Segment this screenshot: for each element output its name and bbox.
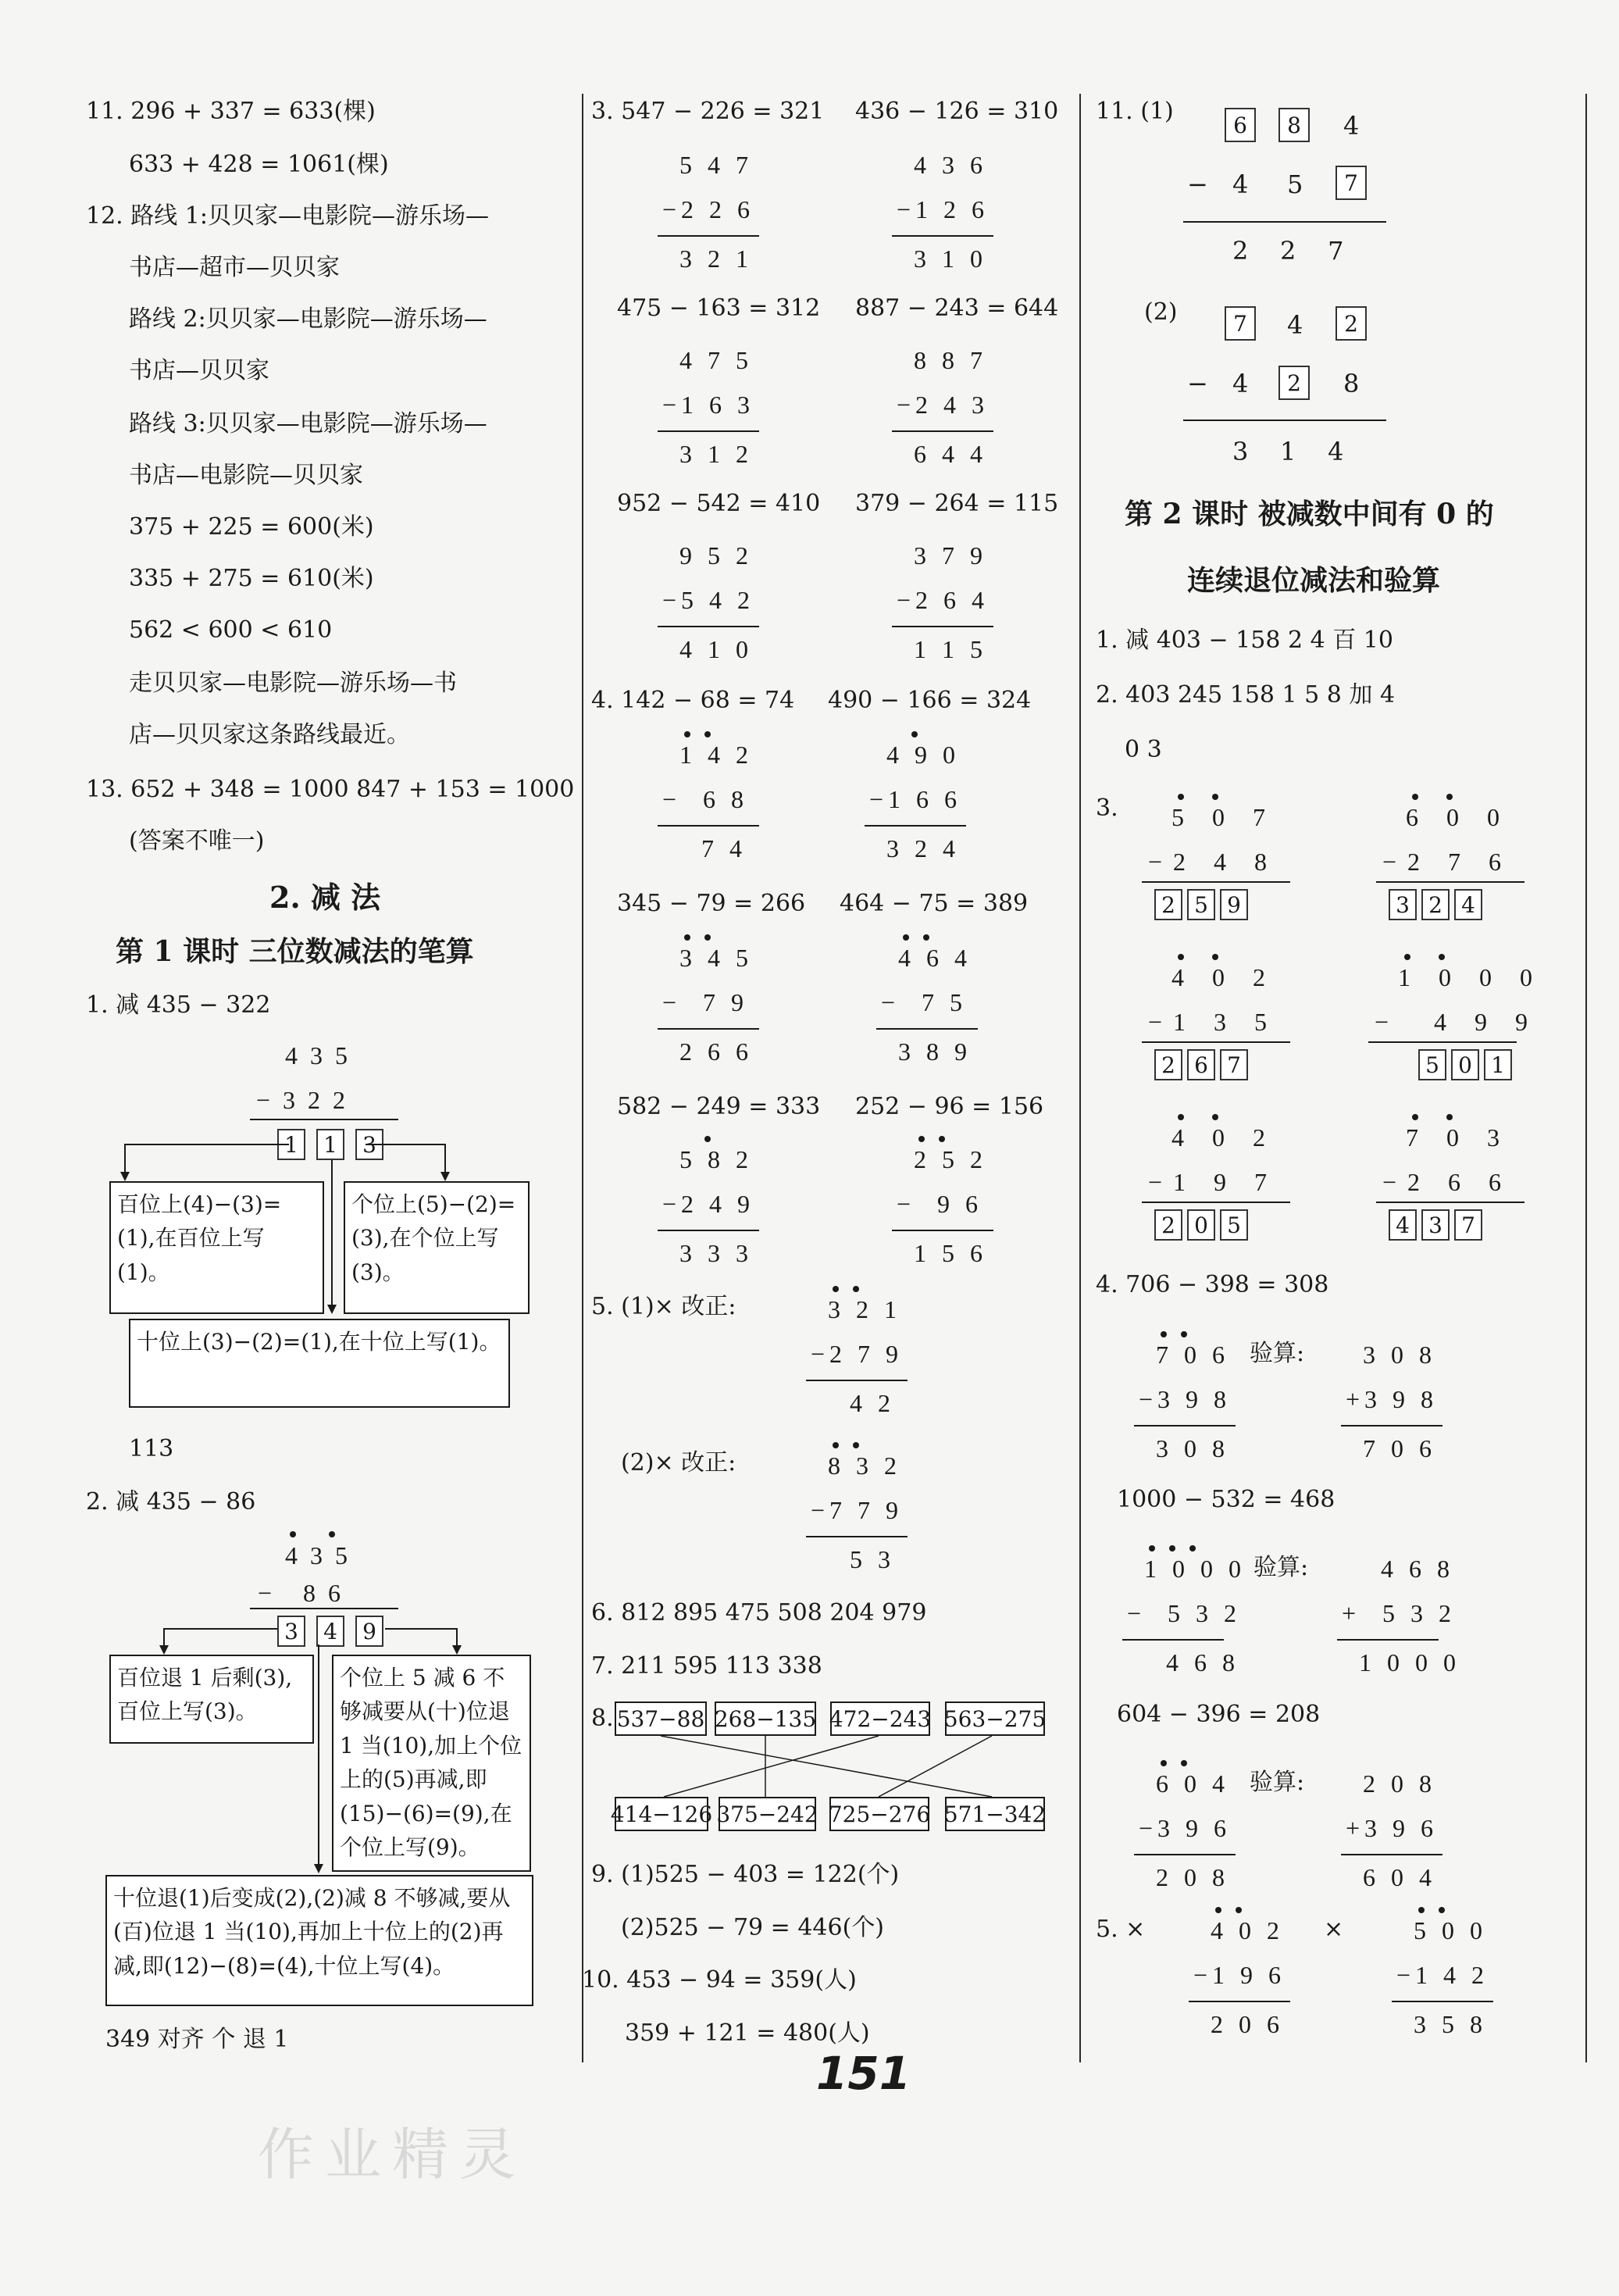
q11-line2: 633 + 428 = 1061(棵) — [129, 151, 389, 178]
match-bottom-4: 571−342 — [945, 1797, 1045, 1831]
vcalc-top: 5 8 2 — [679, 1145, 753, 1173]
q11b-top-1: 7 — [1225, 306, 1256, 341]
vcalc-top: 1 0 0 0 — [1144, 1555, 1246, 1583]
vcalc-sub: −2 6 4 — [897, 586, 990, 614]
q3-sub: −1 9 7 — [1148, 1168, 1278, 1196]
vcalc-rule — [658, 1028, 759, 1030]
vcalc-top: 4 6 4 — [898, 944, 972, 972]
vcalc-res: 2 6 6 — [679, 1037, 753, 1066]
c2-q3-eq2: 436 − 126 = 310 — [855, 98, 1059, 125]
vcalc-res: 4 6 8 — [1144, 1648, 1239, 1676]
vcalc-sub: +3 9 8 — [1346, 1385, 1439, 1413]
p1-box-tens: 十位上(3)−(2)=(1),在十位上写(1)。 — [129, 1319, 510, 1408]
vcalc-sub: −2 2 6 — [662, 195, 755, 223]
c2-q9b: (2)525 − 79 = 446(个) — [621, 1914, 885, 1941]
q3-result-digit: 2 — [1154, 1209, 1182, 1241]
c2-q4-eq1: 4. 142 − 68 = 74 — [591, 687, 795, 714]
p2-answer: 349 对齐 个 退 1 — [105, 2026, 289, 2053]
q3-rule — [1376, 1202, 1524, 1203]
vcalc-res: 1 0 0 0 — [1359, 1648, 1460, 1676]
vcalc-sub: −1 9 6 — [1193, 1961, 1286, 1989]
q12-line7: 375 + 225 = 600(米) — [129, 513, 374, 541]
vcalc-top: 2 0 8 — [1363, 1769, 1436, 1798]
q3-sub: −2 4 8 — [1148, 848, 1278, 876]
q3-result-digit: 6 — [1187, 1049, 1215, 1080]
vcalc-sub: − 5 3 2 — [1127, 1599, 1242, 1627]
watermark: 作业精灵 — [258, 2122, 527, 2187]
c2-q6: 6. 812 895 475 508 204 979 — [591, 1599, 927, 1626]
vcalc-top: 4 6 8 — [1359, 1555, 1454, 1583]
borrow-dot — [1178, 954, 1184, 960]
p2-top: 4 3 5 — [285, 1541, 348, 1569]
borrow-dot — [1412, 1114, 1418, 1120]
borrow-dot — [1149, 1545, 1155, 1551]
vcalc-top: 6 0 4 — [1156, 1769, 1229, 1798]
vcalc-top: 2 5 2 — [914, 1145, 987, 1173]
p1-rule — [250, 1119, 398, 1120]
q12-line1: 12. 路线 1:贝贝家—电影院—游乐场— — [86, 202, 489, 230]
vcalc-sub: −5 4 2 — [662, 586, 755, 614]
c3-q4-eq1: 4. 706 − 398 = 308 — [1096, 1271, 1329, 1298]
p1-top: 4 3 5 — [285, 1041, 348, 1069]
vcalc-rule — [1341, 1854, 1442, 1855]
borrow-dot — [1161, 1331, 1167, 1337]
vcalc-sub: + 5 3 2 — [1342, 1599, 1457, 1627]
lesson2-subtitle: 连续退位减法和验算 — [1187, 564, 1441, 597]
borrow-dot — [1178, 794, 1184, 800]
borrow-dot — [939, 1136, 945, 1142]
vcalc-rule — [892, 1230, 993, 1231]
borrow-dot — [903, 934, 909, 941]
vcalc-top: 5 4 7 — [679, 151, 753, 179]
vcalc-rule — [806, 1380, 908, 1381]
lesson-title: 第 1 课时 三位数减法的笔算 — [116, 935, 474, 968]
borrow-dot — [1418, 1907, 1425, 1913]
borrow-dot — [684, 934, 690, 941]
borrow-dot — [1236, 1907, 1242, 1913]
c3-check-3: 验算: — [1250, 1769, 1305, 1796]
borrow-dot — [1404, 954, 1410, 960]
vcalc-rule — [658, 235, 759, 237]
borrow-dot — [1189, 1545, 1196, 1551]
vcalc-top: 5 0 0 — [1414, 1916, 1487, 1944]
p1-answer: 113 — [129, 1435, 174, 1462]
vcalc-res: 3 3 3 — [679, 1239, 753, 1267]
vcalc-res: 3 2 4 — [886, 834, 960, 862]
c3-check-2: 验算: — [1253, 1554, 1309, 1581]
vcalc-rule — [892, 626, 993, 627]
vcalc-rule — [658, 626, 759, 627]
c2-q7: 7. 211 595 113 338 — [591, 1652, 822, 1680]
vcalc-top: 8 8 7 — [914, 346, 987, 374]
vcalc-res: 7 4 — [679, 834, 747, 862]
vcalc-res: 4 2 — [828, 1389, 895, 1417]
vcalc-sub: +3 9 6 — [1346, 1814, 1439, 1842]
q3-sub: −2 6 6 — [1382, 1168, 1513, 1196]
q11a-minus: − — [1187, 170, 1208, 199]
q3-rule — [1142, 881, 1290, 883]
vcalc-top: 4 9 0 — [886, 741, 960, 769]
vcalc-top: 4 0 2 — [1211, 1916, 1284, 1944]
borrow-dot — [329, 1531, 335, 1537]
vcalc-top: 4 3 6 — [914, 151, 987, 179]
q3-result-digit: 2 — [1154, 1049, 1182, 1080]
borrow-dot — [1439, 954, 1445, 960]
c3-q5-x: × — [1324, 1916, 1344, 1943]
borrow-dot — [684, 731, 690, 737]
vcalc-rule — [1189, 2001, 1290, 2002]
vcalc-res: 6 0 4 — [1363, 1863, 1436, 1891]
vcalc-sub: − 9 6 — [897, 1190, 983, 1218]
c3-q11-label: 11. (1) — [1096, 98, 1174, 125]
q11b-top-3: 2 — [1335, 306, 1367, 341]
q3-result-digit: 4 — [1389, 1209, 1417, 1241]
vcalc-res: 3 1 0 — [914, 245, 987, 273]
q12-line9: 562 < 600 < 610 — [129, 616, 333, 644]
vcalc-rule — [876, 1028, 978, 1030]
column-divider — [582, 94, 583, 2062]
vcalc-sub: −1 2 6 — [897, 195, 990, 223]
vcalc-sub: − 7 5 — [881, 988, 968, 1016]
q11a-rule — [1183, 221, 1386, 223]
borrow-dot — [853, 1442, 859, 1448]
vcalc-sub: −1 4 2 — [1396, 1961, 1489, 1989]
vcalc-res: 1 1 5 — [914, 635, 987, 663]
q3-top: 1 0 0 0 — [1398, 963, 1543, 991]
vcalc-sub: −3 9 6 — [1139, 1814, 1232, 1842]
q11a-sub-3: 7 — [1335, 166, 1367, 200]
vcalc-rule — [806, 1536, 908, 1537]
q3-result-digit: 4 — [1454, 889, 1482, 920]
vcalc-rule — [658, 1230, 759, 1231]
c2-q9a: 9. (1)525 − 403 = 122(个) — [591, 1861, 900, 1888]
q11-line1: 11. 296 + 337 = 633(棵) — [86, 98, 376, 125]
q3-top: 7 0 3 — [1406, 1123, 1510, 1152]
q3-sub: −1 3 5 — [1148, 1008, 1278, 1036]
q3-result-digit: 9 — [1220, 889, 1248, 920]
q12-line5: 路线 3:贝贝家—电影院—游乐场— — [129, 410, 487, 437]
q11a-sub-1: 4 — [1232, 170, 1249, 199]
q3-result-digit: 2 — [1154, 889, 1182, 920]
c2-q5b: (2)× 改正: — [621, 1449, 736, 1477]
q12-line4: 书店—贝贝家 — [129, 357, 269, 384]
q3-top: 4 0 2 — [1171, 1123, 1276, 1152]
q11b-sub-1: 4 — [1232, 369, 1249, 398]
vcalc-rule — [1134, 1854, 1236, 1855]
c2-q4-eq3: 345 − 79 = 266 — [617, 890, 806, 917]
q3-result-digit: 5 — [1418, 1049, 1446, 1080]
vcalc-res: 3 2 1 — [679, 245, 753, 273]
vcalc-res: 3 8 9 — [898, 1037, 972, 1066]
c3-q5-label: 5. × — [1096, 1916, 1146, 1943]
borrow-dot — [1215, 1907, 1221, 1913]
lesson2-title: 第 2 课时 被减数中间有 0 的 — [1125, 498, 1494, 530]
q12-line11: 店—贝贝家这条路线最近。 — [129, 721, 410, 748]
borrow-dot — [1446, 794, 1453, 800]
c3-q11b-label: (2) — [1144, 298, 1178, 326]
vcalc-top: 3 4 5 — [679, 944, 753, 972]
p1-box-ones: 个位上(5)−(2)=(3),在个位上写(3)。 — [344, 1181, 530, 1314]
c2-q3-eq4: 887 − 243 = 644 — [855, 295, 1059, 322]
q3-result-digit: 2 — [1421, 889, 1450, 920]
q12-line6: 书店—电影院—贝贝家 — [129, 462, 363, 489]
q3-result-digit: 1 — [1484, 1049, 1512, 1080]
vcalc-sub: −7 7 9 — [811, 1496, 904, 1524]
c3-q2b: 0 3 — [1125, 736, 1162, 763]
match-lines — [609, 1736, 1054, 1798]
vcalc-sub: −2 4 3 — [897, 391, 990, 419]
borrow-dot — [833, 1442, 839, 1448]
borrow-dot — [704, 934, 711, 941]
p1-res-2: 1 — [316, 1129, 344, 1160]
vcalc-res: 1 5 6 — [914, 1239, 987, 1267]
q11a-top-3: 4 — [1343, 111, 1360, 141]
borrow-dot — [1446, 1114, 1453, 1120]
match-top-2: 268−135 — [715, 1701, 816, 1736]
q3-result-digit: 3 — [1389, 889, 1417, 920]
borrow-dot — [833, 1286, 839, 1292]
match-bottom-2: 375−242 — [719, 1797, 816, 1831]
c3-q1: 1. 减 403 − 158 2 4 百 10 — [1096, 627, 1393, 654]
q11b-res: 3 1 4 — [1232, 437, 1344, 466]
q12-line8: 335 + 275 = 610(米) — [129, 565, 374, 592]
vcalc-top: 7 0 6 — [1156, 1341, 1229, 1369]
p1-head: 1. 减 435 − 322 — [86, 991, 271, 1019]
q12-line2: 书店—超市—贝贝家 — [129, 254, 340, 281]
c2-q8-label: 8. — [591, 1705, 614, 1732]
q12-line10: 走贝贝家—电影院—游乐场—书 — [129, 670, 457, 697]
q3-result-digit: 7 — [1220, 1049, 1248, 1080]
vcalc-res: 3 0 8 — [1156, 1434, 1229, 1462]
vcalc-rule — [1341, 1425, 1442, 1427]
vcalc-rule — [1122, 1639, 1224, 1641]
borrow-dot — [1212, 954, 1218, 960]
borrow-dot — [1161, 1760, 1167, 1766]
q12-line3: 路线 2:贝贝家—电影院—游乐场— — [129, 305, 487, 333]
q3-rule — [1142, 1041, 1290, 1043]
q3-result-digit: 0 — [1187, 1209, 1215, 1241]
c2-q3-eq3: 475 − 163 = 312 — [617, 295, 821, 322]
vcalc-top: 9 5 2 — [679, 541, 753, 570]
vcalc-top: 4 7 5 — [679, 346, 753, 374]
section-title: 2. 减 法 — [269, 880, 381, 915]
vcalc-res: 3 1 2 — [679, 440, 753, 468]
c3-q4-eq2: 1000 − 532 = 468 — [1117, 1486, 1335, 1513]
vcalc-rule — [658, 825, 759, 827]
vcalc-rule — [1134, 1425, 1236, 1427]
vcalc-top: 1 4 2 — [679, 741, 753, 769]
q3-top: 6 0 0 — [1406, 803, 1510, 831]
vcalc-res: 6 4 4 — [914, 440, 987, 468]
q3-sub: − 4 9 9 — [1375, 1008, 1539, 1036]
borrow-dot — [704, 1136, 711, 1142]
match-top-1: 537−88 — [615, 1701, 707, 1736]
q3-result-digit: 5 — [1220, 1209, 1248, 1241]
q3-result-digit: 7 — [1454, 1209, 1482, 1241]
vcalc-top: 3 0 8 — [1363, 1341, 1436, 1369]
c2-q3-eq1: 3. 547 − 226 = 321 — [591, 98, 825, 125]
vcalc-top: 8 3 2 — [828, 1452, 901, 1480]
c2-q10b: 359 + 121 = 480(人) — [625, 2019, 870, 2047]
p2-res-3: 9 — [355, 1616, 383, 1647]
vcalc-rule — [658, 430, 759, 432]
vcalc-res: 3 5 8 — [1414, 2010, 1487, 2038]
match-bottom-1: 414−126 — [615, 1797, 708, 1831]
vcalc-sub: −3 9 8 — [1139, 1385, 1232, 1413]
q11a-top-1: 6 — [1225, 108, 1256, 142]
vcalc-rule — [892, 430, 993, 432]
c3-check-1: 验算: — [1250, 1340, 1305, 1367]
p1-sub: − 3 2 2 — [256, 1086, 346, 1114]
borrow-dot — [1212, 794, 1218, 800]
borrow-dot — [704, 731, 711, 737]
borrow-dot — [1181, 1331, 1187, 1337]
borrow-dot — [1212, 1114, 1218, 1120]
p2-box-tens: 十位退(1)后变成(2),(2)减 8 不够减,要从(百)位退 1 当(10),再加上十位上的(2)再减,即(12)−(8)=(4),十位上写(4)。 — [105, 1875, 533, 2006]
p1-res-1: 1 — [277, 1129, 305, 1160]
q11b-sub-2: 2 — [1278, 366, 1310, 400]
p2-rule — [250, 1608, 398, 1609]
borrow-dot — [1181, 1760, 1187, 1766]
vcalc-rule — [1337, 1639, 1439, 1641]
borrow-dot — [918, 1136, 925, 1142]
p2-head: 2. 减 435 − 86 — [86, 1488, 256, 1516]
p2-box-ones: 个位上 5 减 6 不够减要从(十)位退 1 当(10),加上个位上的(5)再减,即(15)−(6)=(9),在个位上写(9)。 — [332, 1655, 531, 1872]
column-divider — [1079, 94, 1081, 2062]
q3-top: 5 0 7 — [1171, 803, 1276, 831]
c2-q10a: 10. 453 − 94 = 359(人) — [582, 1966, 857, 1994]
q3-result-digit: 3 — [1421, 1209, 1450, 1241]
borrow-dot — [290, 1531, 296, 1537]
vcalc-top: 3 7 9 — [914, 541, 987, 570]
c2-q3-eq5: 952 − 542 = 410 — [617, 490, 821, 517]
q11a-sub-2: 5 — [1287, 170, 1303, 199]
borrow-dot — [923, 934, 929, 941]
q11b-top-2: 4 — [1287, 310, 1303, 340]
p1-box-hundreds: 百位上(4)−(3)=(1),在百位上写(1)。 — [109, 1181, 324, 1314]
vcalc-res: 2 0 8 — [1156, 1863, 1229, 1891]
vcalc-sub: −1 6 3 — [662, 391, 755, 419]
p2-box-hundreds: 百位退 1 后剩(3),百位上写(3)。 — [109, 1655, 314, 1744]
q3-sub: −2 7 6 — [1382, 848, 1513, 876]
vcalc-top: 3 2 1 — [828, 1295, 901, 1323]
c3-q3-label: 3. — [1096, 794, 1118, 822]
p2-res-2: 4 — [316, 1616, 344, 1647]
vcalc-sub: −1 6 6 — [869, 785, 962, 813]
q3-rule — [1368, 1041, 1517, 1043]
vcalc-res: 5 3 — [828, 1545, 895, 1573]
borrow-dot — [1178, 1114, 1184, 1120]
vcalc-sub: − 7 9 — [662, 988, 749, 1016]
vcalc-sub: −2 4 9 — [662, 1190, 755, 1218]
c3-q4-eq3: 604 − 396 = 208 — [1117, 1701, 1321, 1728]
vcalc-sub: − 6 8 — [662, 785, 749, 813]
c2-q4-eq2: 490 − 166 = 324 — [828, 687, 1032, 714]
vcalc-rule — [865, 825, 966, 827]
borrow-dot — [1439, 1907, 1445, 1913]
vcalc-rule — [892, 235, 993, 237]
p2-res-1: 3 — [277, 1616, 305, 1647]
q3-top: 4 0 2 — [1171, 963, 1276, 991]
vcalc-sub: −2 7 9 — [811, 1340, 904, 1368]
c2-q4-eq5: 582 − 249 = 333 — [617, 1093, 821, 1120]
vcalc-res: 4 1 0 — [679, 635, 753, 663]
match-bottom-3: 725−276 — [829, 1797, 929, 1831]
p2-sub: − 8 6 — [258, 1579, 341, 1607]
q11a-top-2: 8 — [1278, 108, 1310, 142]
match-top-4: 563−275 — [945, 1701, 1045, 1736]
page-number: 151 — [816, 2047, 911, 2100]
q3-rule — [1142, 1202, 1290, 1203]
q13-line1: 13. 652 + 348 = 1000 847 + 153 = 1000 — [86, 776, 575, 803]
q11a-res: 2 2 7 — [1232, 236, 1344, 266]
match-top-3: 472−243 — [830, 1701, 930, 1736]
q11b-sub-3: 8 — [1343, 369, 1360, 398]
vcalc-res: 2 0 6 — [1211, 2010, 1284, 2038]
q13-line2: (答案不唯一) — [129, 827, 265, 855]
q3-result-digit: 0 — [1451, 1049, 1479, 1080]
borrow-dot — [1169, 1545, 1175, 1551]
q11b-minus: − — [1187, 369, 1208, 398]
q11b-rule — [1183, 420, 1386, 421]
c3-q2a: 2. 403 245 158 1 5 8 加 4 — [1096, 681, 1396, 709]
p1-res-3: 3 — [355, 1129, 383, 1160]
c2-q4-eq4: 464 − 75 = 389 — [840, 890, 1029, 917]
column-divider — [1585, 94, 1587, 2062]
q3-result-digit: 5 — [1187, 889, 1215, 920]
q3-rule — [1376, 881, 1524, 883]
borrow-dot — [1412, 794, 1418, 800]
borrow-dot — [853, 1286, 859, 1292]
vcalc-res: 7 0 6 — [1363, 1434, 1436, 1462]
c2-q5a: 5. (1)× 改正: — [591, 1293, 736, 1320]
c2-q3-eq6: 379 − 264 = 115 — [855, 490, 1059, 517]
c2-q4-eq6: 252 − 96 = 156 — [855, 1093, 1044, 1120]
vcalc-rule — [1392, 2001, 1493, 2002]
borrow-dot — [911, 731, 918, 737]
